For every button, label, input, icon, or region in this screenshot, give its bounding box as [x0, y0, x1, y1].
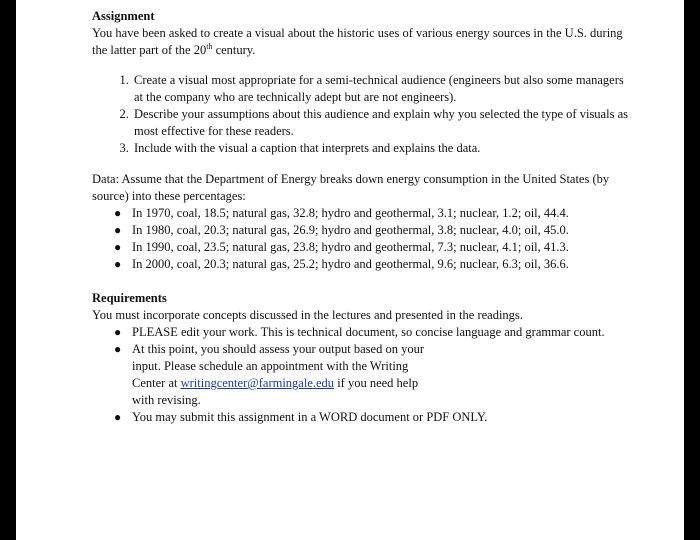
- bullet-icon: ●: [114, 325, 122, 339]
- bullet-icon: ●: [114, 257, 122, 271]
- requirement-text: You may submit this assignment in a WORD document or PDF ONLY.: [132, 410, 488, 424]
- assignment-heading: Assignment: [92, 9, 155, 23]
- data-item-text: In 2000, coal, 20.3; natural gas, 25.2; hydro and geothermal, 9.6; nuclear, 6.3; oil, 36.6.: [132, 257, 569, 271]
- assignment-intro: [92, 25, 632, 59]
- data-item-1980: [114, 222, 632, 239]
- task-item-3: 3. Include with the visual a caption that interprets and explains the data.: [132, 140, 632, 157]
- requirement-line: input. Please schedule an appointment with the Writing: [132, 359, 409, 373]
- document-content: [92, 8, 632, 426]
- bullet-icon: ●: [114, 223, 122, 237]
- requirements-section: [92, 290, 632, 426]
- requirements-intro: You must incorporate concepts discussed in the lectures and presented in the readings.: [92, 308, 523, 322]
- task-list: [92, 72, 632, 157]
- requirement-line: Center at: [132, 376, 181, 390]
- assignment-intro-text: You have been asked to create a visual about the historic uses of various energy sources in the U.S. during the latter part of the 20: [92, 26, 623, 57]
- task-item-2: 2. Describe your assumptions about this audience and explain why you selected the type of visuals as most effective for these readers.: [132, 106, 632, 140]
- assignment-intro-end: century.: [212, 43, 256, 57]
- assignment-intro-superscript: th: [206, 41, 213, 51]
- requirements-heading: Requirements: [92, 291, 167, 305]
- requirement-line: At this point, you should assess your output based on your: [132, 342, 425, 356]
- requirement-text: PLEASE edit your work. This is technical document, so concise language and grammar count.: [132, 325, 605, 339]
- data-item-text: In 1990, coal, 23.5; natural gas, 23.8; hydro and geothermal, 7.3; nuclear, 4.1; oil, 41.3.: [132, 240, 569, 254]
- bullet-icon: ●: [114, 240, 122, 254]
- requirement-item-format: [114, 409, 632, 426]
- writing-center-email-link[interactable]: writingcenter@farmingale.edu: [180, 376, 335, 390]
- bullet-icon: ●: [114, 342, 122, 356]
- data-item-text: In 1970, coal, 18.5; natural gas, 32.8; hydro and geothermal, 3.1; nuclear, 1.2; oil, 44.4.: [132, 206, 569, 220]
- requirement-line: if you need help: [334, 376, 419, 390]
- data-item-1970: [114, 205, 632, 222]
- requirements-list: [92, 324, 632, 426]
- data-item-text: In 1980, coal, 20.3; natural gas, 26.9; hydro and geothermal, 3.8; nuclear, 4.0; oil, 45.0.: [132, 223, 569, 237]
- document-page: [16, 0, 684, 540]
- data-list: [92, 205, 632, 273]
- requirement-text-block: [132, 341, 452, 409]
- bullet-icon: ●: [114, 206, 122, 220]
- data-item-2000: [114, 256, 632, 273]
- requirement-item-edit: [114, 324, 632, 341]
- requirement-item-writing-center: [114, 341, 632, 409]
- data-item-1990: [114, 239, 632, 256]
- requirement-line: with revising.: [132, 393, 201, 407]
- data-intro: Data: Assume that the Department of Energy breaks down energy consumption in the United States (by source) into these percentages:: [92, 172, 610, 203]
- task-item-1: 1. Create a visual most appropriate for a semi-technical audience (engineers but also some managers at the company who are technically adept but are not engineers).: [132, 72, 632, 106]
- data-section: [92, 171, 632, 273]
- bullet-icon: ●: [114, 410, 122, 424]
